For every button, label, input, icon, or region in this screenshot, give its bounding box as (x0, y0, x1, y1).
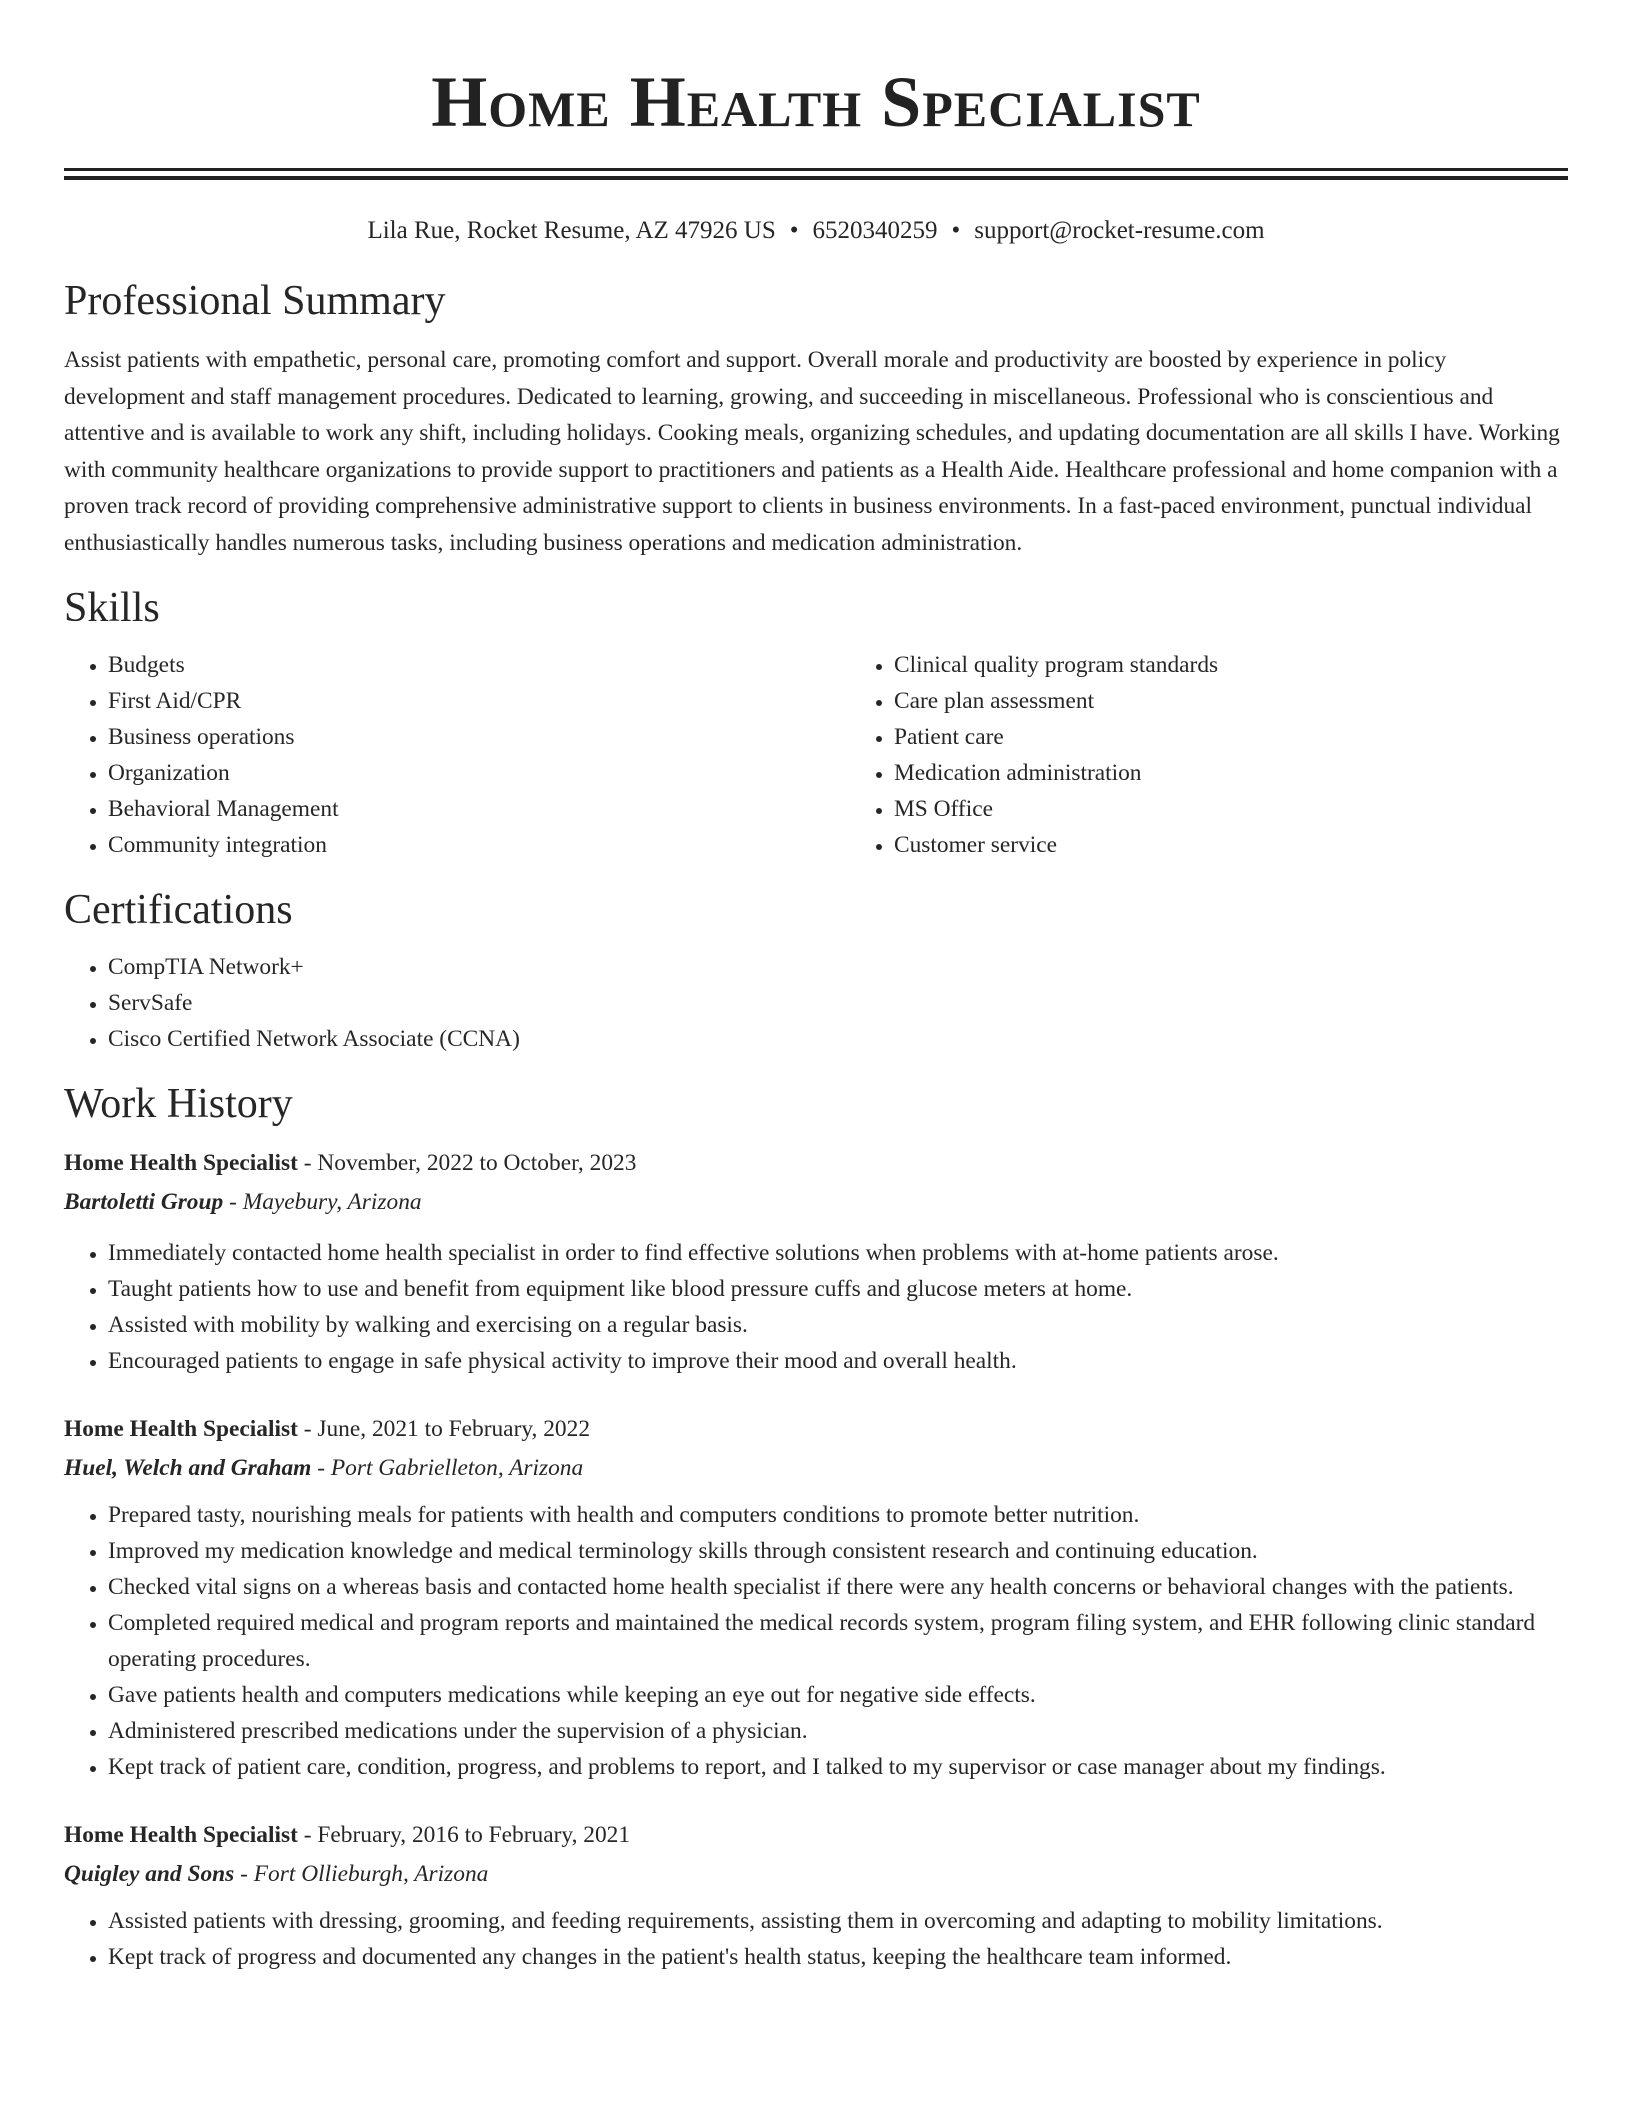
certifications-list (64, 949, 1568, 1057)
job-location: - Port Gabrielleton, Arizona (311, 1455, 584, 1481)
job-duties (64, 1235, 1568, 1379)
skill-item: • Community integration (108, 827, 850, 863)
duty-item: • Encouraged patients to engage in safe physical activity to improve their mood and overall health. (108, 1343, 1568, 1379)
contact-separator: • (951, 217, 961, 244)
job-duties (64, 1497, 1568, 1785)
duty-item: • Gave patients health and computers medications while keeping an eye out for negative side effects. (108, 1677, 1568, 1713)
duty-item: • Kept track of progress and documented any changes in the patient's health status, keeping the healthcare team informed. (108, 1939, 1568, 1975)
job-company: Bartoletti Group (64, 1189, 224, 1215)
job-dates: - June, 2021 to February, 2022 (297, 1416, 591, 1442)
job-company: Quigley and Sons (64, 1861, 235, 1887)
duty-item: • Checked vital signs on a whereas basis and contacted home health specialist if there were any health concerns or behavioral changes with the patients. (108, 1569, 1568, 1605)
job-location: - Fort Ollieburgh, Arizona (234, 1861, 489, 1887)
job-duties (64, 1903, 1568, 1975)
contact-line (64, 216, 1568, 246)
contact-email: support@rocket-resume.com (974, 217, 1265, 244)
certification-item: • Cisco Certified Network Associate (CCNA) (108, 1021, 1568, 1057)
duty-item: • Immediately contacted home health specialist in order to find effective solutions when problems with at-home patients arose. (108, 1235, 1568, 1271)
skill-item: • First Aid/CPR (108, 683, 850, 719)
job-dates: - November, 2022 to October, 2023 (297, 1150, 637, 1176)
job-title-line (64, 1815, 1568, 1855)
job-company-line (64, 1449, 1568, 1487)
job-title-line (64, 1409, 1568, 1449)
job-title: Home Health Specialist (64, 1822, 298, 1848)
summary-heading: Professional Summary (64, 278, 446, 324)
resume-page (64, 0, 1568, 1975)
skills-list-right (850, 647, 1632, 863)
skill-item: • Medication administration (894, 755, 1632, 791)
job-company: Huel, Welch and Graham (64, 1455, 312, 1481)
duty-item: • Improved my medication knowledge and medical terminology skills through consistent research and continuing education. (108, 1533, 1568, 1569)
certification-item: • CompTIA Network+ (108, 949, 1568, 985)
job-title: Home Health Specialist (64, 1416, 298, 1442)
duty-item: • Assisted with mobility by walking and exercising on a regular basis. (108, 1307, 1568, 1343)
job-title-line (64, 1143, 1568, 1183)
certification-item: • ServSafe (108, 985, 1568, 1021)
work-history-heading: Work History (64, 1081, 293, 1127)
job-dates: - February, 2016 to February, 2021 (297, 1822, 631, 1848)
skill-item: • Business operations (108, 719, 850, 755)
duty-item: • Taught patients how to use and benefit from equipment like blood pressure cuffs and glucose meters at home. (108, 1271, 1568, 1307)
duty-item: • Administered prescribed medications under the supervision of a physician. (108, 1713, 1568, 1749)
summary-text: Assist patients with empathetic, personal care, promoting comfort and support. Overall morale and productivity are boosted by experience in policy development and staff management procedures. Dedicated to learning, growing, and succeeding in miscellaneous. Professional who is conscientious and attentive and is available to work any shift, including holidays. Cooking meals, organizing schedules, and updating documentation are all skills I have. Working with community healthcare organizations to provide support to practitioners and patients as a Health Aide. Healthcare professional and home companion with a proven track record of providing comprehensive administrative support to clients in business environments. In a fast-paced environment, punctual individual enthusiastically handles numerous tasks, including business operations and medication administration. (64, 347, 1560, 556)
skills-heading: Skills (64, 585, 160, 631)
skill-item: • Behavioral Management (108, 791, 850, 827)
contact-phone: 6520340259 (812, 217, 938, 244)
job-company-line (64, 1183, 1568, 1221)
duty-item: • Kept track of patient care, condition, progress, and problems to report, and I talked to my supervisor or case manager about my findings. (108, 1749, 1568, 1785)
skill-item: • Customer service (894, 827, 1632, 863)
duty-item: • Prepared tasty, nourishing meals for patients with health and computers conditions to promote better nutrition. (108, 1497, 1568, 1533)
certifications-heading: Certifications (64, 887, 293, 933)
skills-list-left (64, 647, 850, 863)
skill-item: • MS Office (894, 791, 1632, 827)
skills-columns (64, 647, 1568, 863)
job-title: Home Health Specialist (64, 1150, 298, 1176)
job-entry (64, 1143, 1568, 1379)
contact-address: Lila Rue, Rocket Resume, AZ 47926 US (367, 217, 776, 244)
skill-item: • Clinical quality program standards (894, 647, 1632, 683)
job-location: - Mayebury, Arizona (223, 1189, 422, 1215)
duty-item: • Completed required medical and program reports and maintained the medical records system, program filing system, and EHR following clinic standard operating procedures. (108, 1605, 1568, 1677)
title-divider (64, 168, 1568, 180)
job-entry (64, 1409, 1568, 1785)
skill-item: • Patient care (894, 719, 1632, 755)
skill-item: • Care plan assessment (894, 683, 1632, 719)
skill-item: • Organization (108, 755, 850, 791)
resume-title: Home Health Specialist (431, 62, 1201, 142)
skill-item: • Budgets (108, 647, 850, 683)
contact-separator: • (789, 217, 799, 244)
job-entry (64, 1815, 1568, 1975)
job-company-line (64, 1855, 1568, 1893)
duty-item: • Assisted patients with dressing, grooming, and feeding requirements, assisting them in overcoming and adapting to mobility limitations. (108, 1903, 1568, 1939)
